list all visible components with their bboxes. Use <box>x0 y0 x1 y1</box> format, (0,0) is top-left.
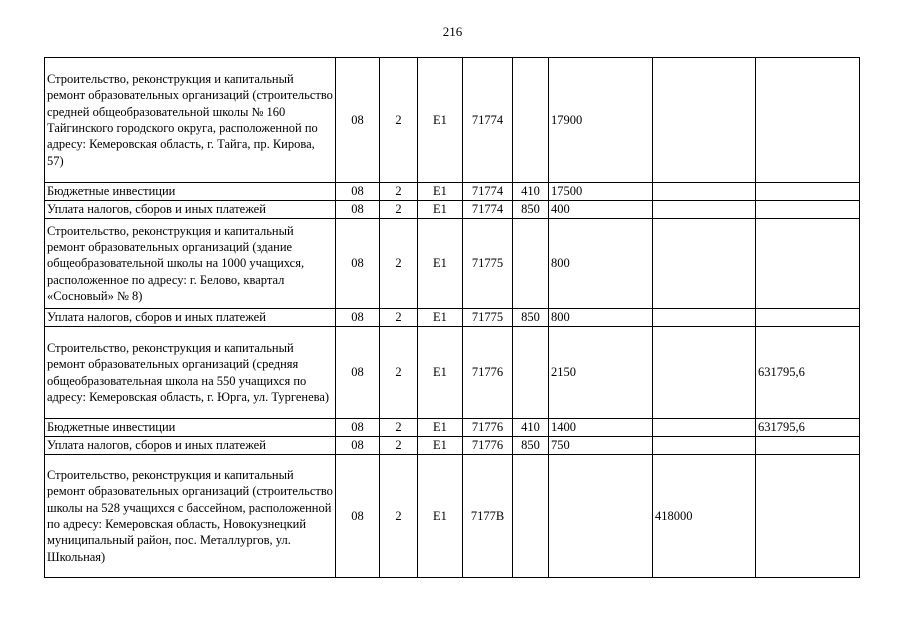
table-row <box>45 437 860 455</box>
target-item-code: 7177В <box>463 455 513 578</box>
program-code: Е1 <box>418 327 463 419</box>
section-code: 08 <box>336 455 380 578</box>
expense-type-code: 410 <box>513 419 549 437</box>
expense-type-code <box>513 219 549 309</box>
expense-type-code <box>513 327 549 419</box>
amount-year-2 <box>653 437 756 455</box>
row-description: Строительство, реконструкция и капитальный ремонт образовательных организаций (строительство средней общеобразовательной школы № 160 Тайгинского городского округа, расположенной по адресу: Кемеровская область, г. Тайга, пр. Кирова, 57) <box>45 58 336 183</box>
program-code: Е1 <box>418 201 463 219</box>
program-code: Е1 <box>418 58 463 183</box>
table-row <box>45 183 860 201</box>
row-description: Строительство, реконструкция и капитальный ремонт образовательных организаций (средняя общеобразовательная школа на 550 учащихся по адресу: Кемеровская область, г. Юрга, ул. Тургенева) <box>45 327 336 419</box>
amount-year-1: 800 <box>549 309 653 327</box>
program-code: Е1 <box>418 219 463 309</box>
target-item-code: 71775 <box>463 309 513 327</box>
amount-year-1: 17500 <box>549 183 653 201</box>
table-row <box>45 219 860 309</box>
expense-type-code: 410 <box>513 183 549 201</box>
budget-table <box>44 57 860 578</box>
program-code: Е1 <box>418 309 463 327</box>
subsection-code: 2 <box>380 309 418 327</box>
subsection-code: 2 <box>380 183 418 201</box>
amount-year-2 <box>653 419 756 437</box>
target-item-code: 71776 <box>463 419 513 437</box>
table-row <box>45 455 860 578</box>
subsection-code: 2 <box>380 219 418 309</box>
amount-year-2: 418000 <box>653 455 756 578</box>
section-code: 08 <box>336 183 380 201</box>
amount-year-2 <box>653 201 756 219</box>
target-item-code: 71776 <box>463 327 513 419</box>
program-code: Е1 <box>418 183 463 201</box>
section-code: 08 <box>336 58 380 183</box>
section-code: 08 <box>336 327 380 419</box>
subsection-code: 2 <box>380 201 418 219</box>
subsection-code: 2 <box>380 419 418 437</box>
expense-type-code: 850 <box>513 309 549 327</box>
section-code: 08 <box>336 419 380 437</box>
section-code: 08 <box>336 437 380 455</box>
row-description: Бюджетные инвестиции <box>45 183 336 201</box>
subsection-code: 2 <box>380 58 418 183</box>
section-code: 08 <box>336 309 380 327</box>
amount-year-3 <box>756 219 860 309</box>
amount-year-3 <box>756 455 860 578</box>
expense-type-code: 850 <box>513 201 549 219</box>
subsection-code: 2 <box>380 455 418 578</box>
section-code: 08 <box>336 219 380 309</box>
page-number: 216 <box>442 24 463 39</box>
expense-type-code: 850 <box>513 437 549 455</box>
expense-type-code <box>513 58 549 183</box>
table-row <box>45 309 860 327</box>
amount-year-2 <box>653 309 756 327</box>
table-row <box>45 58 860 183</box>
row-description: Строительство, реконструкция и капитальный ремонт образовательных организаций (здание общеобразовательной школы на 1000 учащихся, расположенное по адресу: г. Белово, квартал «Сосновый» № 8) <box>45 219 336 309</box>
amount-year-1: 400 <box>549 201 653 219</box>
table-row <box>45 201 860 219</box>
amount-year-2 <box>653 183 756 201</box>
amount-year-2 <box>653 327 756 419</box>
row-description: Уплата налогов, сборов и иных платежей <box>45 437 336 455</box>
program-code: Е1 <box>418 419 463 437</box>
amount-year-3 <box>756 58 860 183</box>
amount-year-3: 631795,6 <box>756 419 860 437</box>
amount-year-3 <box>756 201 860 219</box>
target-item-code: 71774 <box>463 201 513 219</box>
table-row <box>45 327 860 419</box>
target-item-code: 71774 <box>463 58 513 183</box>
program-code: Е1 <box>418 437 463 455</box>
row-description: Уплата налогов, сборов и иных платежей <box>45 201 336 219</box>
amount-year-2 <box>653 58 756 183</box>
amount-year-3 <box>756 309 860 327</box>
amount-year-1: 17900 <box>549 58 653 183</box>
amount-year-3: 631795,6 <box>756 327 860 419</box>
amount-year-1: 750 <box>549 437 653 455</box>
amount-year-2 <box>653 219 756 309</box>
section-code: 08 <box>336 201 380 219</box>
amount-year-3 <box>756 183 860 201</box>
expense-type-code <box>513 455 549 578</box>
amount-year-1: 1400 <box>549 419 653 437</box>
row-description: Строительство, реконструкция и капитальный ремонт образовательных организаций (строительство школы на 528 учащихся с бассейном, расположенной по адресу: Кемеровская область, Новокузнецкий муниципальный район, пос. Металлургов, ул. Школьная) <box>45 455 336 578</box>
amount-year-1 <box>549 455 653 578</box>
target-item-code: 71776 <box>463 437 513 455</box>
target-item-code: 71775 <box>463 219 513 309</box>
amount-year-1: 2150 <box>549 327 653 419</box>
target-item-code: 71774 <box>463 183 513 201</box>
amount-year-1: 800 <box>549 219 653 309</box>
amount-year-3 <box>756 437 860 455</box>
subsection-code: 2 <box>380 437 418 455</box>
subsection-code: 2 <box>380 327 418 419</box>
program-code: Е1 <box>418 455 463 578</box>
table-row <box>45 419 860 437</box>
row-description: Бюджетные инвестиции <box>45 419 336 437</box>
row-description: Уплата налогов, сборов и иных платежей <box>45 309 336 327</box>
